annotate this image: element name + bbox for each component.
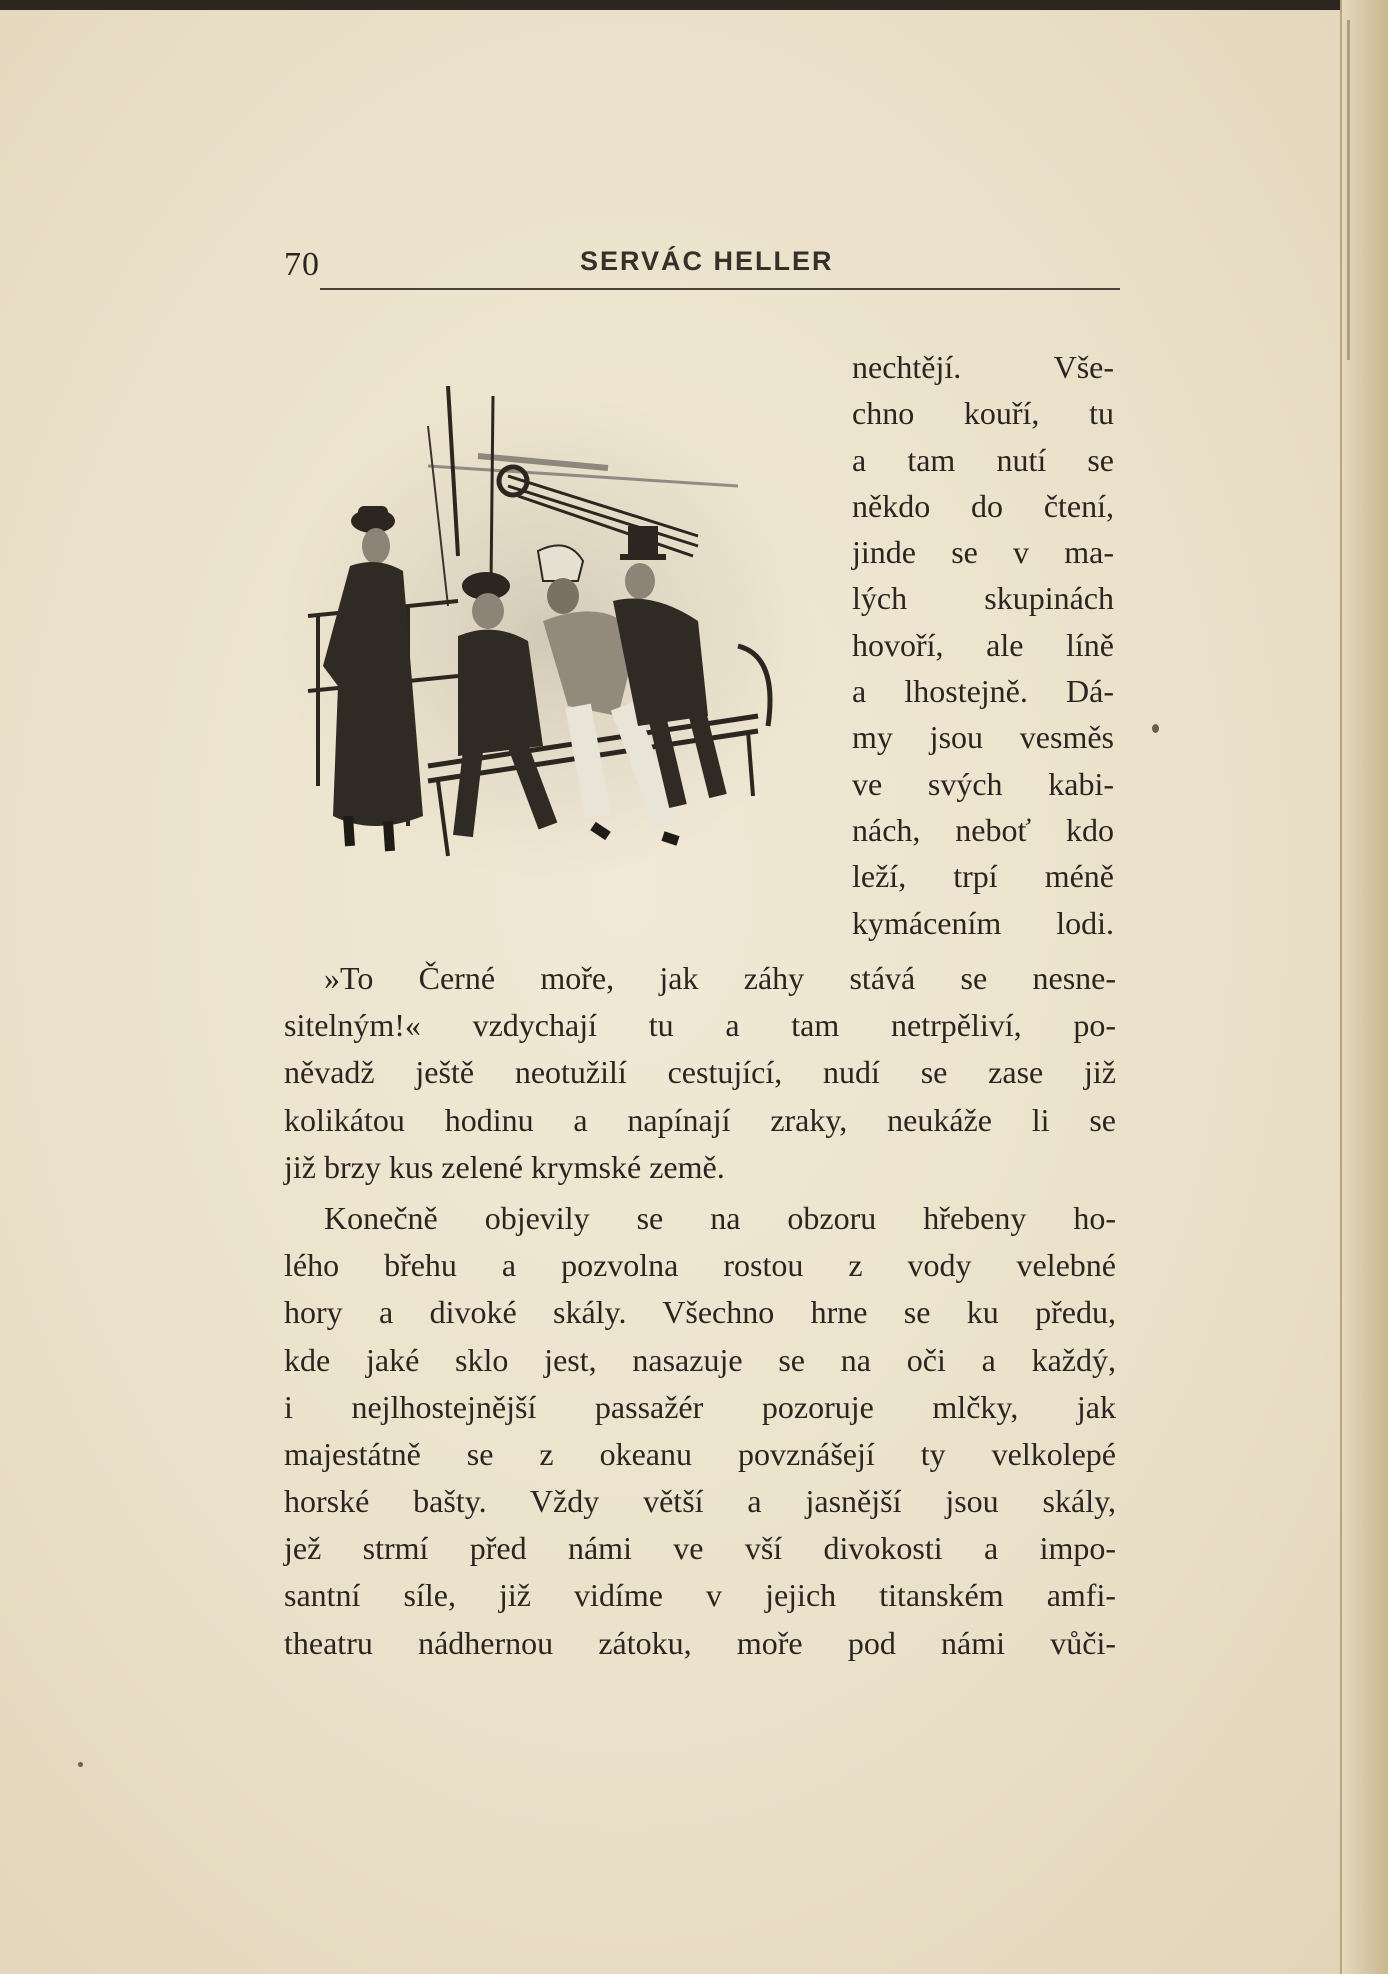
face-top-hat-man [625, 563, 655, 599]
text-line: již brzy kus zelené krymské země. [284, 1148, 725, 1185]
specks [78, 1762, 83, 1767]
top-hat-brim [620, 554, 666, 560]
text-line: chno kouří, tu [852, 395, 1114, 432]
text-line: něvadž ještě neotužilí cestující, nudí se zase již [284, 1054, 1116, 1091]
top-hat [628, 526, 658, 558]
text-line: lého břehu a pozvolna rostou z vody velebné [284, 1247, 1116, 1284]
rigging-pole [491, 396, 493, 586]
running-head [284, 242, 1116, 292]
paragraph [284, 955, 1116, 1191]
text-line: leží, trpí méně [852, 858, 1114, 895]
face-seated-man [472, 593, 504, 629]
text-line: sitelným!« vzdychají tu a tam netrpěliví, po- [284, 1007, 1116, 1044]
body-text [284, 955, 1116, 1667]
text-line: a tam nutí se [852, 441, 1114, 478]
specks [1152, 724, 1159, 733]
text-line: »To Černé moře, jak záhy stává se nesne- [324, 960, 1116, 996]
text-line: my jsou vesměs [852, 719, 1114, 756]
face-reclining-man [547, 578, 579, 614]
scan-top-edge [0, 0, 1388, 10]
text-line: jež strmí před námi ve vší divokosti a impo- [284, 1530, 1116, 1567]
paragraph [284, 1195, 1116, 1667]
spine-shadow-line [1347, 20, 1350, 360]
text-line: a lhostejně. Dá- [852, 673, 1114, 710]
text-line: nách, neboť kdo [852, 811, 1114, 848]
text-line: theatru nádhernou zátoku, moře pod námi vůči- [284, 1624, 1116, 1661]
running-title: SERVÁC HELLER [580, 246, 834, 276]
page-number: 70 [284, 246, 320, 283]
face-standing-man [362, 528, 390, 564]
text-line: kymácením lodi. [852, 904, 1114, 941]
text-line: lých skupinách [852, 580, 1114, 617]
illustration-passengers-on-deck [278, 386, 818, 886]
text-line: hory a divoké skály. Všechno hrne se ku předu, [284, 1294, 1116, 1331]
text-line: Konečně objevily se na obzoru hřebeny ho- [324, 1199, 1116, 1236]
header-rule [320, 288, 1120, 290]
hat-crown [358, 506, 388, 524]
text-line: nechtějí. Vše- [852, 349, 1114, 385]
side-column-text [852, 344, 1114, 946]
text-line: kolikátou hodinu a napínají zraky, neukáže li se [284, 1101, 1116, 1138]
text-line: majestátně se z okeanu povznášejí ty velkolepé [284, 1435, 1116, 1472]
text-line: hovoří, ale líně [852, 626, 1114, 663]
text-line: horské bašty. Vždy větší a jasnější jsou skály, [284, 1483, 1116, 1520]
text-line: ve svých kabi- [852, 765, 1114, 802]
text-line: někdo do čtení, [852, 487, 1114, 524]
text-line: jinde se v ma- [852, 534, 1114, 571]
text-line: kde jaké sklo jest, nasazuje se na oči a každý, [284, 1341, 1116, 1378]
text-line: i nejlhostejnější passažér pozoruje mlčky, jak [284, 1388, 1116, 1425]
text-line: santní síle, již vidíme v jejich titanském amfi- [284, 1577, 1116, 1614]
